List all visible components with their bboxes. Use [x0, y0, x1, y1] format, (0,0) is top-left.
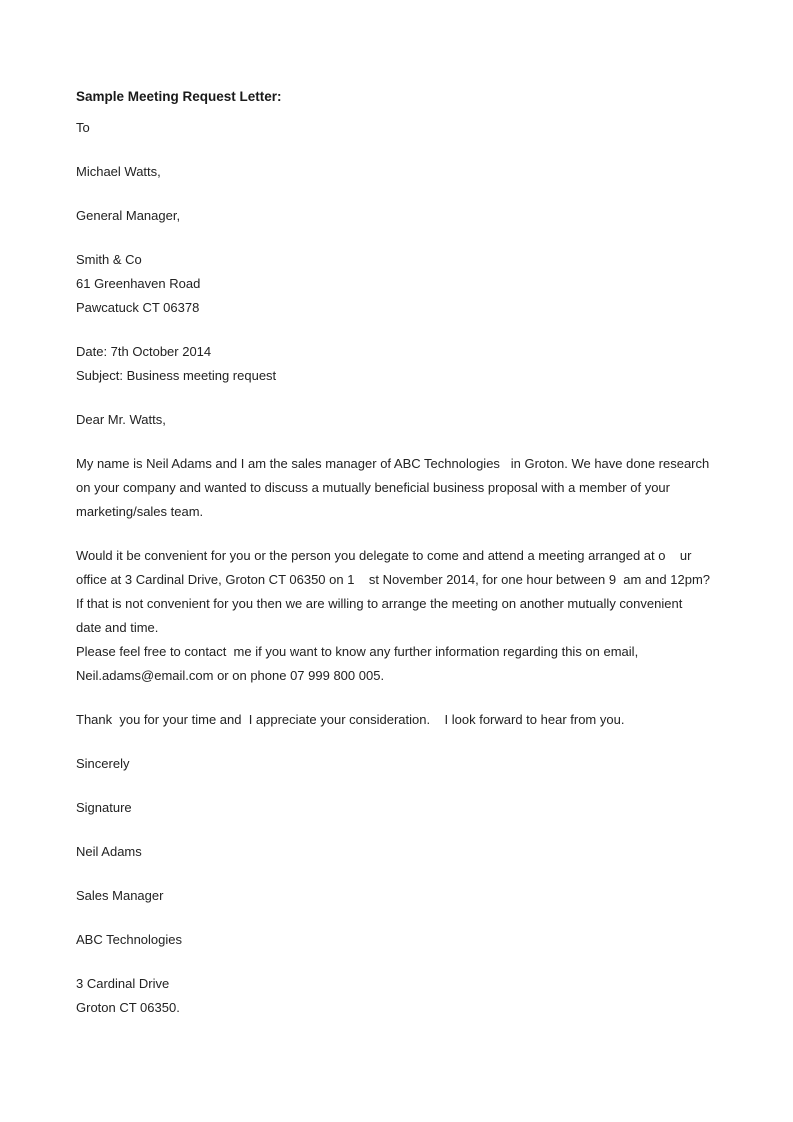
paragraph2-line: If that is not convenient for you then we are willing to arrange the meeting on another mutually convenient [76, 596, 683, 611]
sender-name: Neil Adams [76, 844, 142, 859]
date-line: Date: 7th October 2014 [76, 344, 212, 359]
sender-city: Groton CT 06350. [76, 1000, 180, 1015]
recipient-company: Smith & Co [76, 252, 142, 267]
paragraph2-line: office at 3 Cardinal Drive, Groton CT 06350 on 1 st November 2014, for one hour between 9 am and 12pm? [76, 572, 710, 587]
sender-street: 3 Cardinal Drive [76, 976, 170, 991]
letter-title: Sample Meeting Request Letter: [76, 89, 282, 104]
paragraph2-line: date and time. [76, 620, 159, 635]
salutation-to: To [76, 120, 90, 135]
paragraph1-line: on your company and wanted to discuss a mutually beneficial business proposal with a member of your [76, 480, 670, 495]
paragraph2-line: Would it be convenient for you or the person you delegate to come and attend a meeting arranged at o ur [76, 548, 692, 563]
signature: Signature [76, 800, 132, 815]
recipient-position: General Manager, [76, 208, 181, 223]
recipient-city: Pawcatuck CT 06378 [76, 300, 200, 315]
sign-off: Sincerely [76, 756, 130, 771]
paragraph2-line: Please feel free to contact me if you want to know any further information regarding this on email, [76, 644, 639, 659]
recipient-street: 61 Greenhaven Road [76, 276, 201, 291]
recipient-name: Michael Watts, [76, 164, 161, 179]
paragraph1-line: marketing/sales team. [76, 504, 204, 519]
sender-company: ABC Technologies [76, 932, 182, 947]
paragraph1-line: My name is Neil Adams and I am the sales manager of ABC Technologies in Groton. We have done research [76, 456, 710, 471]
sender-position: Sales Manager [76, 888, 164, 903]
subject-line: Subject: Business meeting request [76, 368, 277, 383]
paragraph2-line: Neil.adams@email.com or on phone 07 999 800 005. [76, 668, 385, 683]
greeting: Dear Mr. Watts, [76, 412, 166, 427]
closing-sentence: Thank you for your time and I appreciate your consideration. I look forward to hear from you. [76, 712, 625, 727]
